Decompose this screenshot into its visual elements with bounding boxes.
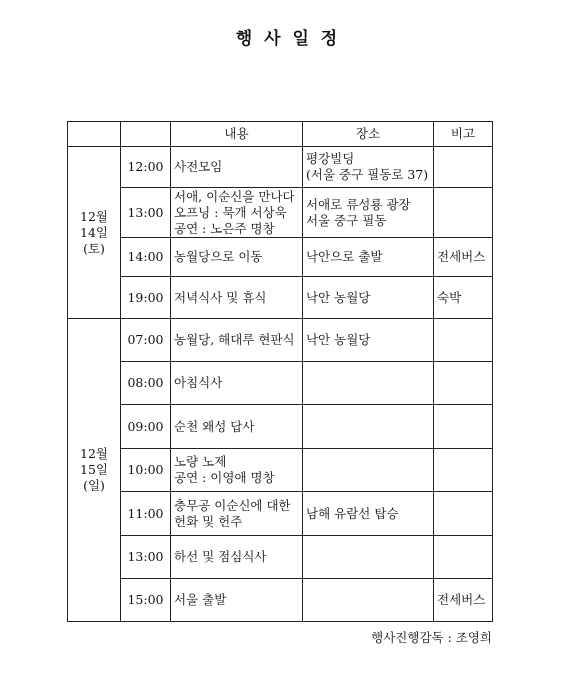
date-line: (일) [83, 478, 105, 493]
table-row [68, 579, 493, 622]
content-cell [171, 405, 303, 449]
footer-supervisor: 행사진행감독 : 조영희 [371, 630, 492, 645]
note-cell [434, 536, 493, 579]
schedule-table [67, 121, 493, 622]
time-cell: 09:00 [121, 405, 171, 449]
place-cell [303, 536, 434, 579]
content-cell [171, 449, 303, 492]
place-cell [303, 238, 434, 277]
date-line: (토) [83, 240, 105, 256]
table-row [68, 277, 493, 319]
content-line: 하선 및 점심식사 [174, 549, 267, 564]
table-row [68, 362, 493, 405]
time-cell: 07:00 [121, 319, 171, 362]
header-time [121, 122, 171, 147]
time-cell: 10:00 [121, 449, 171, 492]
date-line: 12월 [80, 208, 108, 224]
place-cell [303, 319, 434, 362]
place-cell [303, 362, 434, 405]
table-row [68, 449, 493, 492]
content-cell [171, 238, 303, 277]
note-cell [434, 492, 493, 536]
time-cell: 13:00 [121, 536, 171, 579]
time-cell: 12:00 [121, 147, 171, 188]
place-line: 남해 유람선 탑승 [306, 505, 399, 521]
place-cell [303, 405, 434, 449]
content-line: 아침식사 [174, 375, 223, 390]
table-row [68, 492, 493, 536]
content-line: 농월당으로 이동 [174, 249, 263, 264]
time-cell: 08:00 [121, 362, 171, 405]
place-cell [303, 449, 434, 492]
note-cell: 전세버스 [434, 238, 493, 277]
place-line: 서애로 류성룡 광장 [306, 196, 411, 212]
note-cell: 전세버스 [434, 579, 493, 622]
table-row [68, 188, 493, 238]
content-line: 순천 왜성 답사 [174, 418, 255, 434]
place-line: 평강빌딩 [306, 151, 355, 166]
content-line: 공연 : 이영애 명창 [174, 470, 275, 485]
place-line: 낙안으로 출발 [306, 249, 383, 264]
content-line: 헌화 및 헌주 [174, 513, 243, 529]
date-cell [68, 319, 121, 622]
page-title: 행 사 일 정 [235, 29, 341, 49]
table-row [68, 405, 493, 449]
place-cell [303, 188, 434, 238]
content-line: 충무공 이순신에 대한 [174, 497, 291, 513]
content-line: 공연 : 노은주 명창 [174, 220, 275, 236]
note-cell [434, 405, 493, 449]
content-line: 노량 노제 [174, 454, 227, 469]
date-line: 15일 [80, 462, 108, 477]
time-cell: 14:00 [121, 238, 171, 277]
place-cell [303, 492, 434, 536]
place-line: 낙안 농월당 [306, 332, 371, 347]
time-cell: 15:00 [121, 579, 171, 622]
header-place: 장소 [303, 122, 434, 147]
content-cell [171, 188, 303, 238]
content-line: 저녁식사 및 휴식 [174, 289, 267, 305]
place-line: 낙안 농월당 [306, 289, 371, 305]
note-cell [434, 449, 493, 492]
date-line: 12월 [80, 446, 108, 461]
time-cell: 19:00 [121, 277, 171, 319]
note-cell [434, 319, 493, 362]
time-cell: 11:00 [121, 492, 171, 536]
table-row [68, 319, 493, 362]
header-content: 내용 [171, 122, 303, 147]
time-cell: 13:00 [121, 188, 171, 238]
header-note: 비고 [434, 122, 493, 147]
place-cell [303, 579, 434, 622]
place-line: 서울 중구 필동 [306, 212, 387, 228]
content-line: 사전모임 [174, 159, 223, 174]
place-cell [303, 147, 434, 188]
note-cell [434, 147, 493, 188]
content-cell [171, 277, 303, 319]
table-row [68, 147, 493, 188]
content-cell [171, 492, 303, 536]
content-cell [171, 362, 303, 405]
table-row [68, 238, 493, 277]
date-cell [68, 147, 121, 319]
content-cell [171, 536, 303, 579]
content-cell [171, 319, 303, 362]
note-cell: 숙박 [434, 277, 493, 319]
date-line: 14일 [80, 224, 108, 240]
note-cell [434, 362, 493, 405]
content-line: 오프닝 : 묵개 서상욱 [174, 204, 287, 220]
place-cell [303, 277, 434, 319]
header-row [68, 122, 493, 147]
table-row [68, 536, 493, 579]
content-cell [171, 147, 303, 188]
content-line: 서울 출발 [174, 592, 227, 607]
note-cell [434, 188, 493, 238]
content-cell [171, 579, 303, 622]
content-line: 서애, 이순신을 만나다 [174, 188, 295, 204]
place-line: (서울 중구 필동로 37) [306, 167, 429, 182]
content-line: 농월당, 해대루 현판식 [174, 332, 295, 347]
header-date [68, 122, 121, 147]
